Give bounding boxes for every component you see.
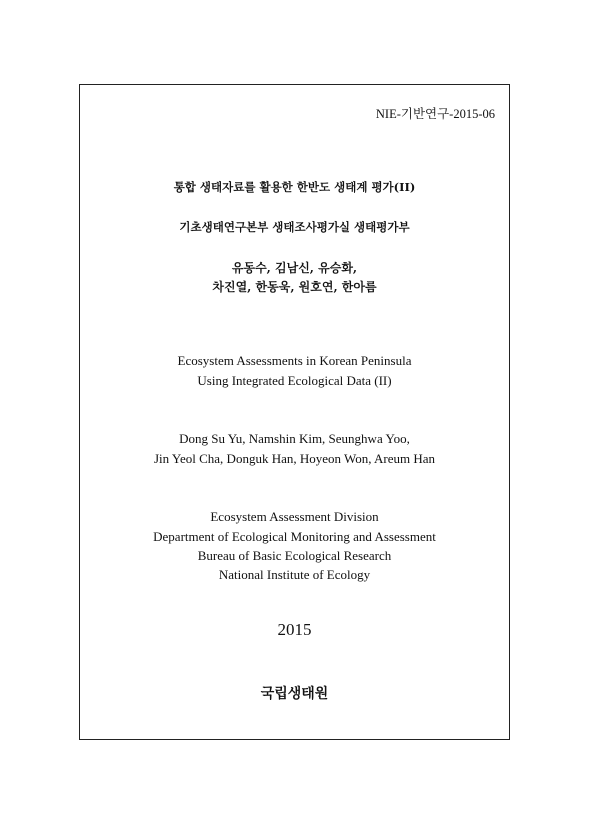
korean-authors-line-2: 차진열, 한동욱, 원호연, 한아름 (212, 280, 377, 294)
organization-bureau: Bureau of Basic Ecological Research (197, 548, 392, 563)
cover-frame (79, 84, 510, 740)
korean-authors-line-1: 유동수, 김남신, 유승화, (231, 261, 358, 275)
organization-institute: National Institute of Ecology (218, 567, 371, 582)
english-authors-line-2: Jin Yeol Cha, Donguk Han, Hoyeon Won, Areum Han (153, 451, 436, 466)
korean-title: 통합 생태자료를 활용한 한반도 생태계 평가(II) (173, 180, 416, 194)
organization-department: Department of Ecological Monitoring and Assessment (153, 529, 436, 544)
english-authors-line-1: Dong Su Yu, Namshin Kim, Seunghwa Yoo, (179, 431, 410, 446)
publication-year: 2015 (277, 620, 312, 639)
english-title-line-1: Ecosystem Assessments in Korean Peninsula (177, 353, 412, 368)
report-id: NIE-기반연구-2015-06 (375, 107, 495, 121)
korean-department: 기초생태연구본부 생태조사평가실 생태평가부 (179, 220, 410, 234)
english-title-line-2: Using Integrated Ecological Data (II) (197, 373, 392, 388)
publisher-name: 국립생태원 (260, 686, 329, 702)
organization-division: Ecosystem Assessment Division (210, 509, 379, 524)
